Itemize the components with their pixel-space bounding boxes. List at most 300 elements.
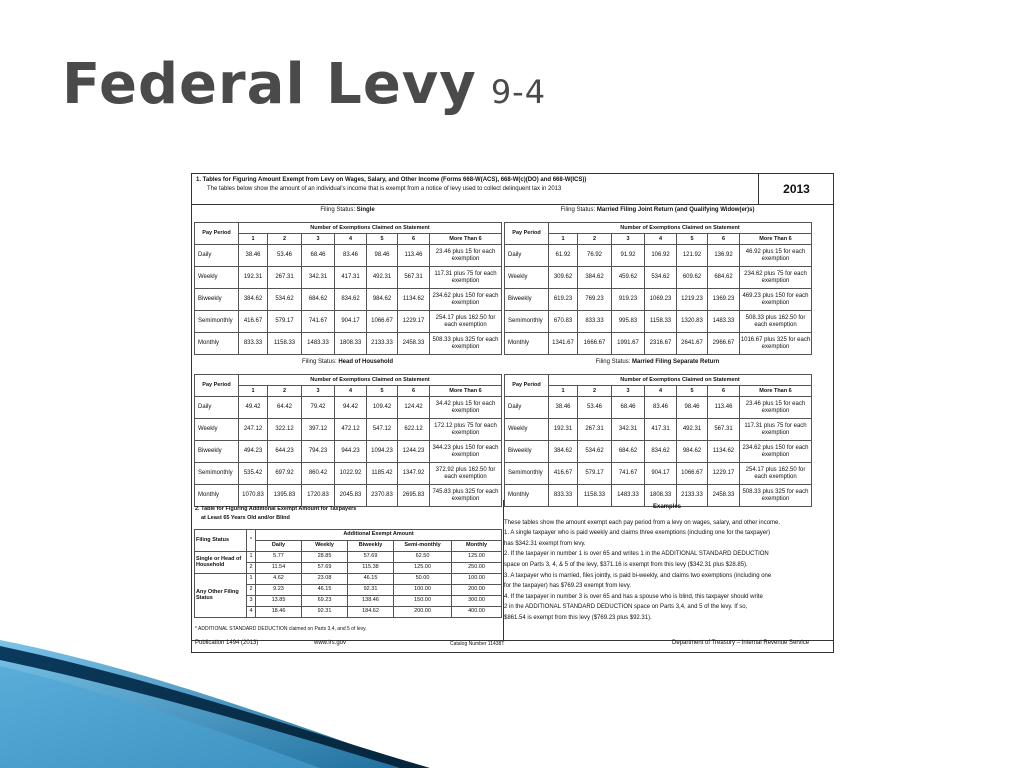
exempt-amount-cell: 1666.67 <box>578 333 612 355</box>
additional-amount-cell: 57.69 <box>348 552 394 563</box>
pay-period-header: Pay Period <box>195 223 239 245</box>
exempt-amount-cell: 834.62 <box>335 289 367 311</box>
exempt-amount-cell: 860.42 <box>302 463 335 485</box>
additional-amount-cell: 28.85 <box>302 552 348 563</box>
exemption-col-header: 1 <box>549 386 578 397</box>
exemption-col-header: 4 <box>645 234 677 245</box>
section2-heading-line1: 2. Table for Figuring Additional Exempt Amount for Taxpayers <box>195 506 357 512</box>
exempt-amount-cell: 106.92 <box>645 245 677 267</box>
exempt-amount-cell: 904.17 <box>645 463 677 485</box>
section2-footnote: * ADDITIONAL STANDARD DEDUCTION claimed on Parts 3,4, and 5 of levy. <box>195 626 367 632</box>
exempt-amount-cell: 124.42 <box>398 397 430 419</box>
pay-period-cell: Biweekly <box>505 289 549 311</box>
exempt-amount-cell: 2695.83 <box>398 485 430 507</box>
pay-period-cell: Biweekly <box>195 441 239 463</box>
exempt-amount-cell: 38.46 <box>549 397 578 419</box>
pay-period-cell: Daily <box>505 397 549 419</box>
exempt-amount-cell: 384.62 <box>239 289 268 311</box>
examples-title: Examples <box>652 504 682 510</box>
exemption-col-header: 6 <box>708 386 740 397</box>
additional-amount-cell: 92.31 <box>302 607 348 618</box>
exempt-amount-cell: 579.17 <box>268 311 302 333</box>
exempt-amount-cell: 534.62 <box>268 289 302 311</box>
additional-amount-cell: 23.08 <box>302 574 348 585</box>
more-than-six-cell: 254.17 plus 162.50 for each exemption <box>740 463 812 485</box>
exempt-amount-cell: 1185.42 <box>367 463 398 485</box>
additional-amount-cell: 57.69 <box>302 563 348 574</box>
exempt-amount-cell: 113.46 <box>398 245 430 267</box>
additional-amount-cell: 62.50 <box>394 552 452 563</box>
additional-col-header: Semi-monthly <box>394 541 452 552</box>
exempt-amount-cell: 684.62 <box>708 267 740 289</box>
exemption-col-header: 6 <box>398 386 430 397</box>
exemption-col-header: 5 <box>677 234 708 245</box>
exempt-amount-cell: 670.83 <box>549 311 578 333</box>
filing-status-label: Filing Status: <box>320 207 355 213</box>
more-than-six-cell: 234.62 plus 150 for each exemption <box>740 441 812 463</box>
pay-period-header: Pay Period <box>505 223 549 245</box>
pay-period-cell: Daily <box>505 245 549 267</box>
exempt-amount-cell: 984.62 <box>677 441 708 463</box>
doc-heading: 1. Tables for Figuring Amount Exempt from Levy on Wages, Salary, and Other Income (Forms 668-W(ACS), 668-W(c)(DO) and 668-W(ICS)) <box>196 177 587 183</box>
exempt-amount-cell: 2133.33 <box>677 485 708 507</box>
additional-col-header: Biweekly <box>348 541 394 552</box>
exempt-amount-cell: 535.42 <box>239 463 268 485</box>
more-than-six-cell: 117.31 plus 75 for each exemption <box>740 419 812 441</box>
exemption-col-header: 6 <box>398 234 430 245</box>
exempt-amount-cell: 1341.67 <box>549 333 578 355</box>
exemption-count-cell: 4 <box>247 607 256 618</box>
exempt-amount-cell: 919.23 <box>612 289 645 311</box>
exempt-amount-cell: 1134.62 <box>708 441 740 463</box>
exempt-amount-cell: 741.67 <box>302 311 335 333</box>
exempt-amount-cell: 113.46 <box>708 397 740 419</box>
exempt-amount-cell: 534.62 <box>645 267 677 289</box>
more-than-six-cell: 1016.67 plus 325 for each exemption <box>740 333 812 355</box>
more-than-six-cell: 344.23 plus 150 for each exemption <box>430 441 502 463</box>
levy-document <box>191 173 834 653</box>
table-row <box>195 333 502 355</box>
exempt-amount-cell: 1158.33 <box>578 485 612 507</box>
table-row <box>195 397 502 419</box>
additional-amount-cell: 100.00 <box>452 574 502 585</box>
exemptions-header: Number of Exemptions Claimed on Statement <box>549 375 812 386</box>
pay-period-header: Pay Period <box>505 375 549 397</box>
exempt-amount-cell: 64.42 <box>268 397 302 419</box>
example-line: 2. If the taxpayer in number 1 is over 65 and writes 1 in the ADDITIONAL STANDARD DEDUCTION <box>504 551 769 558</box>
exempt-amount-cell: 472.12 <box>335 419 367 441</box>
additional-amount-cell: 138.46 <box>348 596 394 607</box>
additional-amount-cell: 200.00 <box>452 585 502 596</box>
exempt-amount-cell: 1991.67 <box>612 333 645 355</box>
exemption-col-header: 1 <box>239 386 268 397</box>
exempt-amount-cell: 2133.33 <box>367 333 398 355</box>
exempt-amount-cell: 322.12 <box>268 419 302 441</box>
exempt-amount-cell: 68.46 <box>302 245 335 267</box>
exempt-amount-cell: 83.46 <box>645 397 677 419</box>
exemptions-header: Number of Exemptions Claimed on Statement <box>239 375 502 386</box>
exempt-amount-cell: 834.62 <box>645 441 677 463</box>
exemption-count-cell: 2 <box>247 585 256 596</box>
exemption-col-header: 2 <box>578 386 612 397</box>
exempt-amount-cell: 1066.67 <box>677 463 708 485</box>
additional-amount-cell: 150.00 <box>394 596 452 607</box>
exempt-amount-cell: 417.31 <box>335 267 367 289</box>
exempt-amount-cell: 61.92 <box>549 245 578 267</box>
section2-heading-line2: at Least 65 Years Old and/or Blind <box>201 515 290 521</box>
more-than-six-cell: 34.42 plus 15 for each exemption <box>430 397 502 419</box>
exempt-amount-cell: 1134.62 <box>398 289 430 311</box>
exempt-amount-cell: 416.67 <box>239 311 268 333</box>
table-row <box>505 463 812 485</box>
pay-period-cell: Monthly <box>195 333 239 355</box>
example-line: for the taxpayer) has $769.23 exempt from levy. <box>504 583 631 590</box>
exempt-amount-cell: 53.46 <box>268 245 302 267</box>
pay-period-cell: Weekly <box>505 267 549 289</box>
more-than-six-cell: 254.17 plus 162.50 for each exemption <box>430 311 502 333</box>
slide-title <box>62 52 546 117</box>
more-than-six-cell: 234.62 plus 150 for each exemption <box>430 289 502 311</box>
exemption-col-header: 2 <box>268 386 302 397</box>
exemption-col-header: 5 <box>677 386 708 397</box>
exempt-amount-cell: 1483.33 <box>612 485 645 507</box>
more-than-six-cell: 46.92 plus 15 for each exemption <box>740 245 812 267</box>
exempt-amount-cell: 904.17 <box>335 311 367 333</box>
exempt-amount-cell: 1808.33 <box>335 333 367 355</box>
exempt-amount-cell: 1369.23 <box>708 289 740 311</box>
additional-amount-cell: 100.00 <box>394 585 452 596</box>
table-row <box>195 267 502 289</box>
filing-status-label: Filing Status: <box>595 359 631 365</box>
exempt-amount-cell: 1229.17 <box>398 311 430 333</box>
exempt-amount-cell: 2458.33 <box>708 485 740 507</box>
additional-amount-cell: 200.00 <box>394 607 452 618</box>
exemption-count-cell: 2 <box>247 563 256 574</box>
levy-table-2 <box>504 222 812 355</box>
exempt-amount-cell: 567.31 <box>398 267 430 289</box>
exempt-amount-cell: 416.67 <box>549 463 578 485</box>
exempt-amount-cell: 1229.17 <box>708 463 740 485</box>
exemption-col-header: 1 <box>549 234 578 245</box>
example-line: 4. If the taxpayer in number 3 is over 65 and has a spouse who is blind, this taxpayer should write <box>504 593 763 600</box>
additional-amount-cell: 69.23 <box>302 596 348 607</box>
table-row <box>195 245 502 267</box>
filing-status-value: Head of Household <box>338 359 394 365</box>
exempt-amount-cell: 2045.83 <box>335 485 367 507</box>
exempt-amount-cell: 741.67 <box>612 463 645 485</box>
additional-amount-cell: 4.62 <box>256 574 302 585</box>
exempt-amount-cell: 1720.83 <box>302 485 335 507</box>
more-than-six-cell: 508.33 plus 325 for each exemption <box>430 333 502 355</box>
pay-period-cell: Monthly <box>505 333 549 355</box>
pay-period-cell: Weekly <box>195 267 239 289</box>
levy-table-4 <box>504 374 812 507</box>
exempt-amount-cell: 833.33 <box>578 311 612 333</box>
exempt-amount-cell: 944.23 <box>335 441 367 463</box>
exempt-amount-cell: 247.12 <box>239 419 268 441</box>
additional-amount-cell: 50.00 <box>394 574 452 585</box>
pay-period-cell: Weekly <box>195 419 239 441</box>
pay-period-cell: Weekly <box>505 419 549 441</box>
exempt-amount-cell: 1158.33 <box>268 333 302 355</box>
exempt-amount-cell: 1066.67 <box>367 311 398 333</box>
exempt-amount-cell: 109.42 <box>367 397 398 419</box>
exempt-amount-cell: 833.33 <box>239 333 268 355</box>
more-than-six-cell: 23.46 plus 15 for each exemption <box>740 397 812 419</box>
exempt-amount-cell: 622.12 <box>398 419 430 441</box>
doc-header <box>192 174 833 205</box>
exempt-amount-cell: 492.31 <box>367 267 398 289</box>
additional-amount-cell: 125.00 <box>394 563 452 574</box>
table-row <box>195 311 502 333</box>
exemption-col-header: 4 <box>335 234 367 245</box>
more-than-six-cell: 469.23 plus 150 for each exemption <box>740 289 812 311</box>
additional-amount-cell: 9.23 <box>256 585 302 596</box>
more-than-six-cell: 508.33 plus 325 for each exemption <box>740 485 812 507</box>
table-row <box>195 485 502 507</box>
doc-subheading: The tables below show the amount of an individual's income that is exempt from a notice of levy used to collect delinquent tax in 2013 <box>207 186 562 192</box>
table-row <box>195 419 502 441</box>
table-row <box>505 333 812 355</box>
more-than-six-cell: 234.62 plus 75 for each exemption <box>740 267 812 289</box>
additional-col-header: Monthly <box>452 541 502 552</box>
exemption-col-header: More Than 6 <box>430 234 502 245</box>
exempt-amount-cell: 1022.92 <box>335 463 367 485</box>
exemption-col-header: 3 <box>302 234 335 245</box>
exemption-count-cell: 1 <box>247 574 256 585</box>
exempt-amount-cell: 267.31 <box>268 267 302 289</box>
additional-amount-cell: 18.46 <box>256 607 302 618</box>
table-row <box>505 311 812 333</box>
additional-amount-cell: 400.00 <box>452 607 502 618</box>
slide-subtitle: 9-4 <box>490 73 547 111</box>
filing-status-value: Married Filing Separate Return <box>632 359 720 365</box>
footer-website[interactable]: www.irs.gov <box>314 640 347 646</box>
more-than-six-cell: 117.31 plus 75 for each exemption <box>430 267 502 289</box>
additional-amount-cell: 46.15 <box>302 585 348 596</box>
exempt-amount-cell: 492.31 <box>677 419 708 441</box>
exemption-col-header: 3 <box>302 386 335 397</box>
table-row <box>195 574 502 585</box>
table-row <box>195 289 502 311</box>
exempt-amount-cell: 697.92 <box>268 463 302 485</box>
additional-col-header: Weekly <box>302 541 348 552</box>
more-than-six-cell: 372.92 plus 162.50 for each exemption <box>430 463 502 485</box>
pay-period-cell: Monthly <box>505 485 549 507</box>
example-line: $861.54 is exempt from this levy ($769.23 plus $92.31). <box>504 614 652 621</box>
pay-period-cell: Biweekly <box>195 289 239 311</box>
pay-period-cell: Semimonthly <box>505 463 549 485</box>
exempt-amount-cell: 98.46 <box>677 397 708 419</box>
exempt-amount-cell: 609.62 <box>677 267 708 289</box>
exempt-amount-cell: 984.62 <box>367 289 398 311</box>
table-row <box>505 289 812 311</box>
exempt-amount-cell: 83.46 <box>335 245 367 267</box>
exempt-amount-cell: 833.33 <box>549 485 578 507</box>
pay-period-cell: Semimonthly <box>505 311 549 333</box>
pay-period-cell: Semimonthly <box>195 311 239 333</box>
additional-exempt-header: Additional Exempt Amount <box>256 530 502 541</box>
exempt-amount-cell: 68.46 <box>612 397 645 419</box>
exemption-count-cell: 3 <box>247 596 256 607</box>
exempt-amount-cell: 384.62 <box>578 267 612 289</box>
exempt-amount-cell: 1158.33 <box>645 311 677 333</box>
pay-period-cell: Daily <box>195 245 239 267</box>
pay-period-cell: Monthly <box>195 485 239 507</box>
exempt-amount-cell: 1347.92 <box>398 463 430 485</box>
exempt-amount-cell: 267.31 <box>578 419 612 441</box>
exempt-amount-cell: 2316.67 <box>645 333 677 355</box>
single-hoh-label: Single or Head of Household <box>195 552 247 574</box>
pay-period-header: Pay Period <box>195 375 239 397</box>
example-line: 1. A single taxpayer who is paid weekly and claims three exemptions (including one for the taxpayer) <box>504 530 771 537</box>
table-row <box>505 245 812 267</box>
more-than-six-cell: 172.12 plus 75 for each exemption <box>430 419 502 441</box>
exempt-amount-cell: 2458.33 <box>398 333 430 355</box>
exempt-amount-cell: 342.31 <box>302 267 335 289</box>
exempt-amount-cell: 38.46 <box>239 245 268 267</box>
additional-amount-cell: 300.00 <box>452 596 502 607</box>
additional-amount-cell: 125.00 <box>452 552 502 563</box>
exempt-amount-cell: 1808.33 <box>645 485 677 507</box>
exempt-amount-cell: 1244.23 <box>398 441 430 463</box>
footer-publication: Publication 1494 (2013) <box>195 640 259 646</box>
exempt-amount-cell: 1094.23 <box>367 441 398 463</box>
exempt-amount-cell: 1395.83 <box>268 485 302 507</box>
additional-col-header: Daily <box>256 541 302 552</box>
slide-title-text: Federal Levy <box>62 52 477 117</box>
exempt-amount-cell: 459.62 <box>612 267 645 289</box>
additional-amount-cell: 115.38 <box>348 563 394 574</box>
exempt-amount-cell: 53.46 <box>578 397 612 419</box>
exemptions-header: Number of Exemptions Claimed on Statement <box>549 223 812 234</box>
exemption-col-header: 5 <box>367 386 398 397</box>
more-than-six-cell: 745.83 plus 325 for each exemption <box>430 485 502 507</box>
example-line: These tables show the amount exempt each pay period from a levy on wages, salary, and other income. <box>504 519 781 526</box>
example-line: has $342.31 exempt from levy. <box>504 540 586 547</box>
additional-amount-cell: 184.62 <box>348 607 394 618</box>
example-line: space on Parts 3, 4, & 5 of the levy, $371.16 is exempt from this levy ($342.31 plus $28.85). <box>504 561 748 568</box>
exemption-col-header: 3 <box>612 234 645 245</box>
pay-period-cell: Biweekly <box>505 441 549 463</box>
additional-amount-cell: 250.00 <box>452 563 502 574</box>
exemption-col-header: 4 <box>335 386 367 397</box>
exempt-amount-cell: 1483.33 <box>708 311 740 333</box>
levy-table-3 <box>194 374 502 507</box>
exempt-amount-cell: 567.31 <box>708 419 740 441</box>
table-row <box>505 419 812 441</box>
additional-amount-cell: 46.15 <box>348 574 394 585</box>
examples-section <box>504 502 830 624</box>
additional-amount-cell: 5.77 <box>256 552 302 563</box>
table-row <box>195 552 502 563</box>
filing-status-value: Single <box>356 207 375 213</box>
exempt-amount-cell: 192.31 <box>239 267 268 289</box>
exempt-amount-cell: 2966.67 <box>708 333 740 355</box>
filing-status-col-header: Filing Status <box>195 530 247 552</box>
exempt-amount-cell: 534.62 <box>578 441 612 463</box>
exempt-amount-cell: 1320.83 <box>677 311 708 333</box>
exempt-amount-cell: 1070.83 <box>239 485 268 507</box>
exempt-amount-cell: 684.62 <box>612 441 645 463</box>
other-filing-label: Any Other Filing Status <box>195 574 247 618</box>
filing-status-1 <box>194 207 501 213</box>
exempt-amount-cell: 309.62 <box>549 267 578 289</box>
filing-status-label: Filing Status: <box>560 207 596 213</box>
additional-amount-cell: 92.31 <box>348 585 394 596</box>
pay-period-cell: Daily <box>195 397 239 419</box>
exemption-col-header: 1 <box>239 234 268 245</box>
exemption-count-cell: 1 <box>247 552 256 563</box>
exempt-amount-cell: 397.12 <box>302 419 335 441</box>
exempt-amount-cell: 1483.33 <box>302 333 335 355</box>
filing-status-2 <box>504 207 811 213</box>
exempt-amount-cell: 579.17 <box>578 463 612 485</box>
exempt-amount-cell: 121.92 <box>677 245 708 267</box>
exempt-amount-cell: 794.23 <box>302 441 335 463</box>
table-row <box>505 441 812 463</box>
additional-exempt-table <box>194 529 502 618</box>
doc-year: 2013 <box>758 174 834 204</box>
exemption-col-header: More Than 6 <box>740 386 812 397</box>
star-col-header: * <box>247 530 256 552</box>
filing-status-label: Filing Status: <box>301 359 337 365</box>
exempt-amount-cell: 547.12 <box>367 419 398 441</box>
table-row <box>195 441 502 463</box>
table-row <box>505 397 812 419</box>
footer-catalog: Catalog Number 11438T <box>450 641 505 647</box>
exempt-amount-cell: 1219.23 <box>677 289 708 311</box>
more-than-six-cell: 508.33 plus 162.50 for each exemption <box>740 311 812 333</box>
pay-period-cell: Semimonthly <box>195 463 239 485</box>
exempt-amount-cell: 2641.67 <box>677 333 708 355</box>
more-than-six-cell: 23.46 plus 15 for each exemption <box>430 245 502 267</box>
exempt-amount-cell: 384.62 <box>549 441 578 463</box>
exemption-col-header: More Than 6 <box>430 386 502 397</box>
filing-status-value: Married Filing Joint Return (and Qualifying Widow(er)s) <box>596 207 755 213</box>
exempt-amount-cell: 192.31 <box>549 419 578 441</box>
exempt-amount-cell: 79.42 <box>302 397 335 419</box>
exemption-col-header: 2 <box>578 234 612 245</box>
exemption-col-header: More Than 6 <box>740 234 812 245</box>
example-line: 2 in the ADDITIONAL STANDARD DEDUCTION space on Parts 3,4, and 5 of the levy. If so, <box>504 604 748 611</box>
table-row <box>505 267 812 289</box>
exemption-col-header: 2 <box>268 234 302 245</box>
exempt-amount-cell: 98.46 <box>367 245 398 267</box>
exempt-amount-cell: 995.83 <box>612 311 645 333</box>
filing-status-4 <box>504 359 811 365</box>
filing-status-3 <box>194 359 501 365</box>
exemption-col-header: 4 <box>645 386 677 397</box>
exempt-amount-cell: 644.23 <box>268 441 302 463</box>
exempt-amount-cell: 76.92 <box>578 245 612 267</box>
exempt-amount-cell: 417.31 <box>645 419 677 441</box>
decorative-swoosh <box>0 640 1024 768</box>
exempt-amount-cell: 94.42 <box>335 397 367 419</box>
exempt-amount-cell: 136.92 <box>708 245 740 267</box>
exempt-amount-cell: 769.23 <box>578 289 612 311</box>
exemption-col-header: 3 <box>612 386 645 397</box>
exempt-amount-cell: 2370.83 <box>367 485 398 507</box>
exempt-amount-cell: 619.23 <box>549 289 578 311</box>
section2-heading <box>195 505 356 523</box>
table-row <box>195 463 502 485</box>
exempt-amount-cell: 91.92 <box>612 245 645 267</box>
additional-amount-cell: 11.54 <box>256 563 302 574</box>
example-line: 3. A taxpayer who is married, files jointly, is paid bi-weekly, and claims two exemptions (including one <box>504 572 772 579</box>
exempt-amount-cell: 342.31 <box>612 419 645 441</box>
exempt-amount-cell: 684.62 <box>302 289 335 311</box>
